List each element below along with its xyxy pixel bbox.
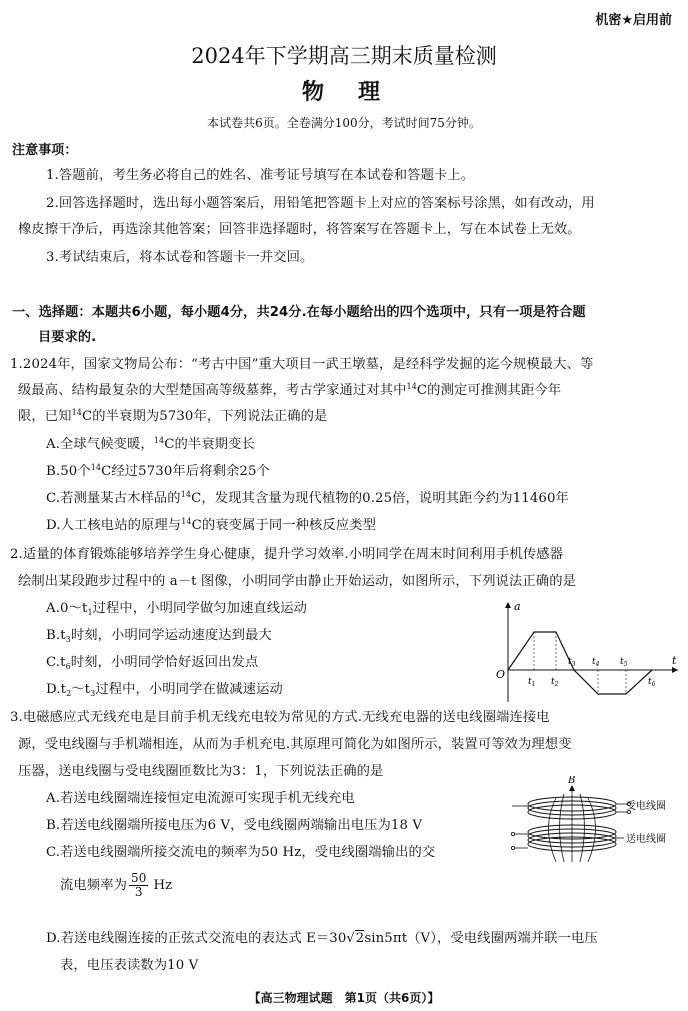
- graph-tick-t5: $t_5$: [620, 657, 628, 668]
- q1-stem-line3: [18, 405, 327, 424]
- notice-item-2: 2.回答选择题时，选出每小题答案后，用铅笔把答题卡上对应的答案标号涂黑，如有改动，用: [46, 196, 595, 211]
- iso-superscript: 14: [180, 490, 192, 499]
- q2-option-d-mid: ～t: [71, 682, 91, 697]
- fraction-numerator: 50: [130, 871, 147, 885]
- q2-option-c-text: C.t: [46, 655, 66, 670]
- subscript: 6: [65, 662, 71, 671]
- iso-superscript: 14: [181, 517, 192, 526]
- q1-option-c-text: C.若测量某古木样品的: [46, 491, 181, 506]
- subject-title: 物 理: [301, 80, 386, 105]
- graph-t-label: t: [672, 654, 677, 667]
- graph-a-label: a: [514, 600, 521, 613]
- q1-stem-line3-tail: C的半衰期为5730年，下列说法正确的是: [81, 409, 328, 424]
- section1-heading: 一、选择题：本题共6小题，每小题4分，共24分.在每小题给出的四个选项中，只有一项是符合题: [12, 305, 586, 320]
- q3-stem-line1: 3.电磁感应式无线充电是目前手机无线充电较为常见的方式.无线充电器的送电线圈端连接电: [10, 710, 550, 725]
- fraction-denominator: 3: [134, 885, 143, 899]
- q1-stem-line2-tail: C的测定可推测其距今年: [416, 383, 562, 398]
- page-footer: 【高三物理试题 第1页（共6页）】: [248, 991, 440, 1005]
- send-coil-leads: [514, 834, 528, 848]
- q3-option-d-tail: sin5πt（V），受电线圈两端并联一电压: [364, 931, 598, 946]
- q2-option-c[interactable]: [46, 651, 258, 670]
- exam-info: 本试卷共6页。全卷满分100分，考试时间75分钟。: [207, 116, 481, 130]
- q1-option-c-tail: C，发现其含量为现代植物的0.25倍，说明其距今约为11460年: [191, 491, 569, 506]
- q1-option-b-tail: C经过5730年后将剩余25个: [101, 464, 270, 479]
- q1-stem-line2: [18, 379, 561, 398]
- q2-stem-line1: 2.适量的体育锻炼能够培养学生身心健康，提升学习效率.小明同学在周末时间利用手机传感器: [10, 547, 564, 562]
- iso-superscript: 14: [71, 408, 82, 417]
- subscript: 2: [66, 689, 72, 698]
- graph-tick-t2: $t_2$: [551, 677, 559, 688]
- q1-stem-line1: 1.2024年，国家文物局公布：“考古中国”重大项目一武王墩墓，是经科学发掘的迄今规模最大、等: [10, 357, 594, 372]
- graph-tick-t6: $t_6$: [648, 677, 656, 688]
- receive-coil-label: 受电线圈: [626, 801, 666, 812]
- q1-option-b[interactable]: [46, 460, 270, 479]
- q1-stem-line2-text: 级最高、结构最复杂的大型楚国高等级墓葬，考古学家通过对其中: [18, 383, 407, 398]
- q3-option-b[interactable]: B.若送电线圈端所接电压为6 V，受电线圈两端输出电压为18 V: [46, 818, 423, 833]
- notice-item-1: 1.答题前，考生务必将自己的姓名、准考证号填写在本试卷和答题卡上。: [46, 168, 475, 183]
- q1-option-d-tail: C的衰变属于同一种核反应类型: [191, 518, 377, 533]
- q2-option-a-text: A.0～t: [46, 601, 88, 616]
- q3-option-d-cont: 表，电压表读数为10 V: [60, 958, 199, 973]
- q3-option-d-text: D.若送电线圈连接的正弦式交流电的表达式 E＝30: [46, 931, 347, 946]
- field-label-b: B: [568, 776, 576, 786]
- q2-option-d-text: D.t: [46, 682, 67, 697]
- t-axis-arrow: [672, 667, 678, 673]
- q3-coil-figure: [508, 776, 682, 866]
- secret-mark: 机密★启用前: [595, 13, 672, 28]
- notice-heading: 注意事项：: [12, 143, 78, 158]
- q3-stem-line2: 源，受电线圈与手机端相连，从而为手机充电.其原理可简化为如图所示，装置可等效为理想变: [18, 737, 572, 752]
- q1-option-b-text: B.50个: [46, 464, 91, 479]
- subscript: 3: [65, 635, 71, 644]
- a-axis-arrow: [505, 602, 511, 608]
- q3-option-c[interactable]: C.若送电线圈端所接交流电的频率为50 Hz，受电线圈端输出的交: [46, 845, 436, 860]
- iso-superscript: 14: [153, 436, 165, 445]
- q2-stem-line2: 绘制出某段跑步过程中的 a－t 图像，小明同学由静止开始运动，如图所示，下列说法正确的是: [18, 574, 576, 589]
- sqrt-radicand: 2: [355, 931, 365, 946]
- iso-superscript: 14: [90, 463, 102, 472]
- fraction: [129, 872, 148, 899]
- q3-stem-line3: 压器，送电线圈与受电线圈匝数比为3：1，下列说法正确的是: [18, 764, 384, 779]
- q3-option-c-unit: Hz: [153, 878, 173, 893]
- section1-heading-cont: 目要求的.: [38, 330, 97, 345]
- q2-option-a[interactable]: [46, 597, 307, 616]
- graph-tick-t1: $t_1$: [528, 677, 536, 688]
- q3-option-d[interactable]: [46, 927, 598, 946]
- graph-tick-t4: $t_4$: [592, 657, 600, 668]
- graph-origin-label: O: [496, 668, 506, 681]
- q2-option-b-text: B.t: [46, 628, 66, 643]
- q2-option-b[interactable]: [46, 624, 272, 643]
- iso-superscript: 14: [406, 382, 417, 391]
- exam-title: 2024年下学期高三期末质量检测: [191, 44, 497, 68]
- q1-option-a-text: A.全球气候变暖，: [46, 437, 154, 452]
- q1-option-d[interactable]: [46, 514, 376, 533]
- q1-option-a-tail: C的半衰期变长: [164, 437, 255, 452]
- q3-option-a[interactable]: A.若送电线圈端连接恒定电流源可实现手机无线充电: [46, 791, 355, 806]
- q3-option-c-cont-text: 流电频率为: [60, 878, 127, 893]
- q3-option-c-cont: [60, 872, 172, 899]
- q1-stem-line3-text: 限，已知: [18, 409, 72, 424]
- q2-option-d[interactable]: [46, 678, 283, 697]
- send-coil-label: 送电线圈: [626, 834, 666, 845]
- notice-item-3: 3.考试结束后，将本试卷和答题卡一并交回。: [46, 250, 314, 265]
- q1-option-d-text: D.人工核电站的原理与: [46, 518, 182, 533]
- notice-item-2-cont: 橡皮擦干净后，再选涂其他答案；回答非选择题时，将答案写在答题卡上，写在本试卷上无效。: [18, 222, 581, 237]
- q2-option-b-tail: 时刻，小明同学运动速度达到最大: [70, 628, 272, 643]
- graph-tick-t3: $t_3$: [568, 657, 576, 668]
- q2-option-a-tail: 过程中，小明同学做匀加速直线运动: [92, 601, 307, 616]
- q2-option-c-tail: 时刻，小明同学恰好返回出发点: [70, 655, 259, 670]
- q2-at-graph: [492, 598, 682, 706]
- q1-option-c[interactable]: [46, 487, 569, 506]
- q2-option-d-tail: 过程中，小明同学在做减速运动: [95, 682, 283, 697]
- subscript: 3: [90, 689, 96, 698]
- q1-option-a[interactable]: [46, 433, 255, 452]
- sqrt-icon: √: [346, 931, 355, 946]
- subscript: 1: [87, 608, 93, 617]
